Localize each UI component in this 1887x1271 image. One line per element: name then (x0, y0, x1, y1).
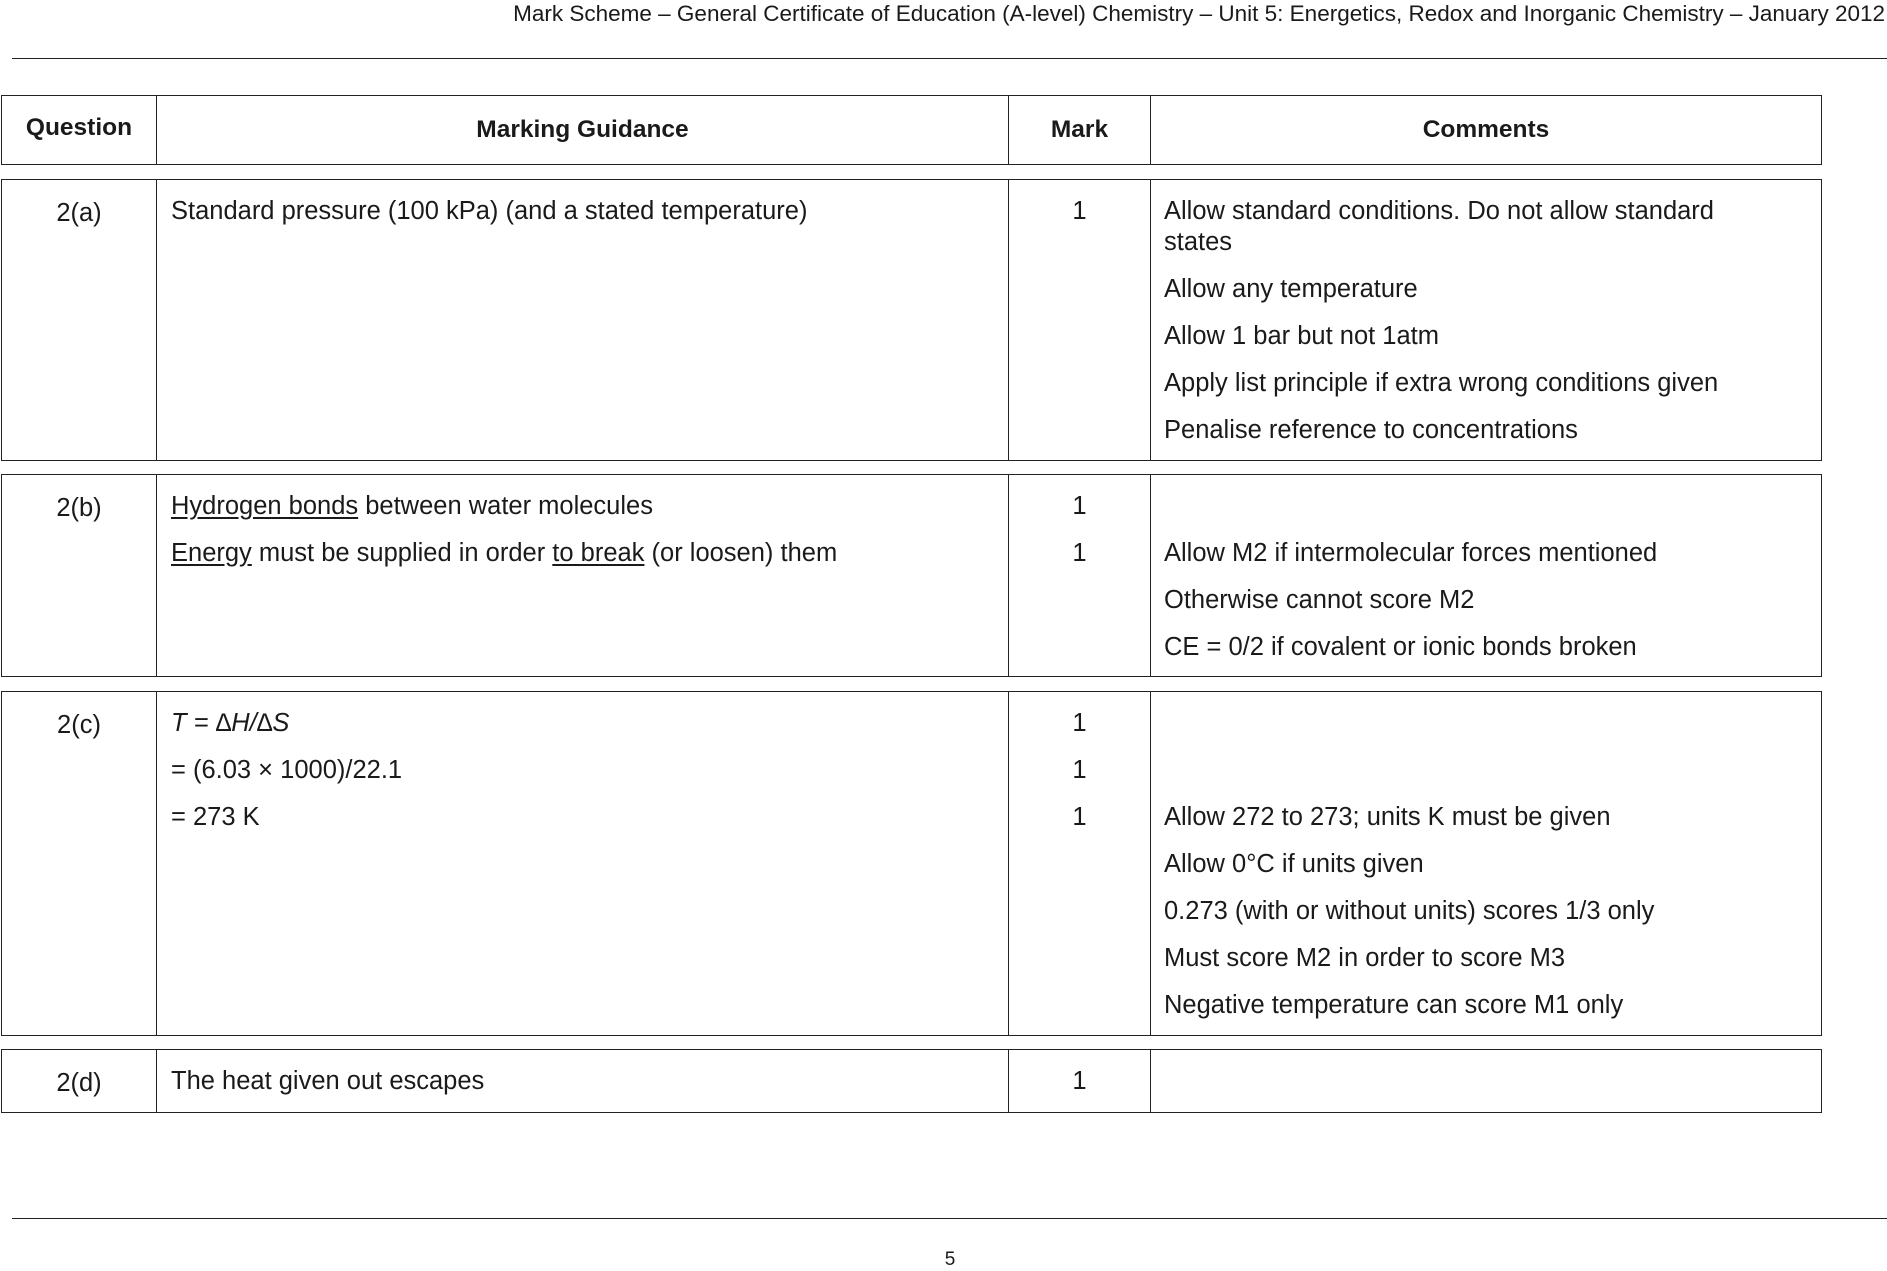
table-row-2c (1, 691, 1822, 1036)
comment-line: Allow 272 to 273; units K must be given (1164, 803, 1611, 831)
question-number: 2(c) (2, 692, 157, 1035)
table-row-2d (1, 1049, 1822, 1113)
header-marking-guidance: Marking Guidance (157, 96, 1009, 164)
comment-line: Allow 1 bar but not 1atm (1164, 322, 1439, 350)
guidance-text: between water molecules (358, 492, 653, 520)
formula-line: T = ∆H/∆S (171, 709, 290, 737)
mark-value: 1 (1072, 539, 1087, 567)
comments (1151, 180, 1821, 460)
marking-guidance (157, 692, 1009, 1035)
mark-column (1009, 180, 1151, 460)
comment-spacer (1164, 755, 1807, 802)
table-row-2a (1, 179, 1822, 461)
underlined-key-term: Energy (171, 539, 252, 567)
mark-value: 1 (1072, 197, 1087, 225)
question-number: 2(b) (2, 475, 157, 676)
comment-line: Must score M2 in order to score M3 (1164, 944, 1566, 972)
mark-value: 1 (1072, 1067, 1087, 1095)
guidance-line: The heat given out escapes (171, 1067, 485, 1095)
comment-line: Penalise reference to concentrations (1164, 416, 1578, 444)
question-number: 2(a) (2, 180, 157, 460)
guidance-line (171, 538, 1008, 585)
comment-line: Negative temperature can score M1 only (1164, 991, 1624, 1019)
header-rule (12, 58, 1887, 59)
header-mark: Mark (1009, 96, 1151, 164)
comments (1151, 1050, 1821, 1112)
comment-line: Otherwise cannot score M2 (1164, 586, 1475, 614)
mark-value: 1 (1072, 803, 1087, 831)
guidance-text: (or loosen) them (644, 539, 838, 567)
marking-guidance (157, 475, 1009, 676)
footer-rule (12, 1218, 1887, 1219)
marking-guidance (157, 180, 1009, 460)
mark-value: 1 (1072, 492, 1087, 520)
page-header: Mark Scheme – General Certificate of Education (A-level) Chemistry – Unit 5: Energetics, Redox and Inorganic Chemistry – January 2012 (513, 1, 1885, 26)
comment-line: Allow 0°C if units given (1164, 850, 1424, 878)
comment-line: Allow standard conditions. Do not allow standard states (1164, 197, 1714, 256)
guidance-line: = 273 K (171, 803, 260, 831)
header-comments: Comments (1422, 116, 1550, 143)
underlined-key-term: to break (552, 539, 645, 567)
guidance-line: Standard pressure (100 kPa) (and a stated temperature) (171, 197, 808, 225)
guidance-line (171, 491, 1008, 538)
guidance-line: = (6.03 × 1000)/22.1 (171, 756, 403, 784)
comment-line: CE = 0/2 if covalent or ionic bonds broken (1164, 633, 1637, 661)
comment-line: 0.273 (with or without units) scores 1/3 only (1164, 897, 1655, 925)
table-header (1, 95, 1822, 165)
question-number: 2(d) (2, 1050, 157, 1112)
comment-line: Allow any temperature (1164, 275, 1418, 303)
comment-line: Allow M2 if intermolecular forces mentioned (1164, 539, 1658, 567)
mark-column (1009, 475, 1151, 676)
comment-spacer (1164, 708, 1807, 755)
underlined-key-term: Hydrogen bonds (171, 492, 359, 520)
mark-column (1009, 1050, 1151, 1112)
comment-line: Apply list principle if extra wrong conditions given (1164, 369, 1719, 397)
comment-spacer (1164, 491, 1807, 538)
page-number: 5 (944, 1249, 956, 1270)
guidance-text: must be supplied in order (251, 539, 553, 567)
mark-column (1009, 692, 1151, 1035)
mark-value: 1 (1072, 756, 1087, 784)
header-question: Question (2, 96, 157, 164)
marking-guidance (157, 1050, 1009, 1112)
table-row-2b (1, 474, 1822, 677)
mark-value: 1 (1072, 709, 1087, 737)
comments (1151, 475, 1821, 676)
comments (1151, 692, 1821, 1035)
